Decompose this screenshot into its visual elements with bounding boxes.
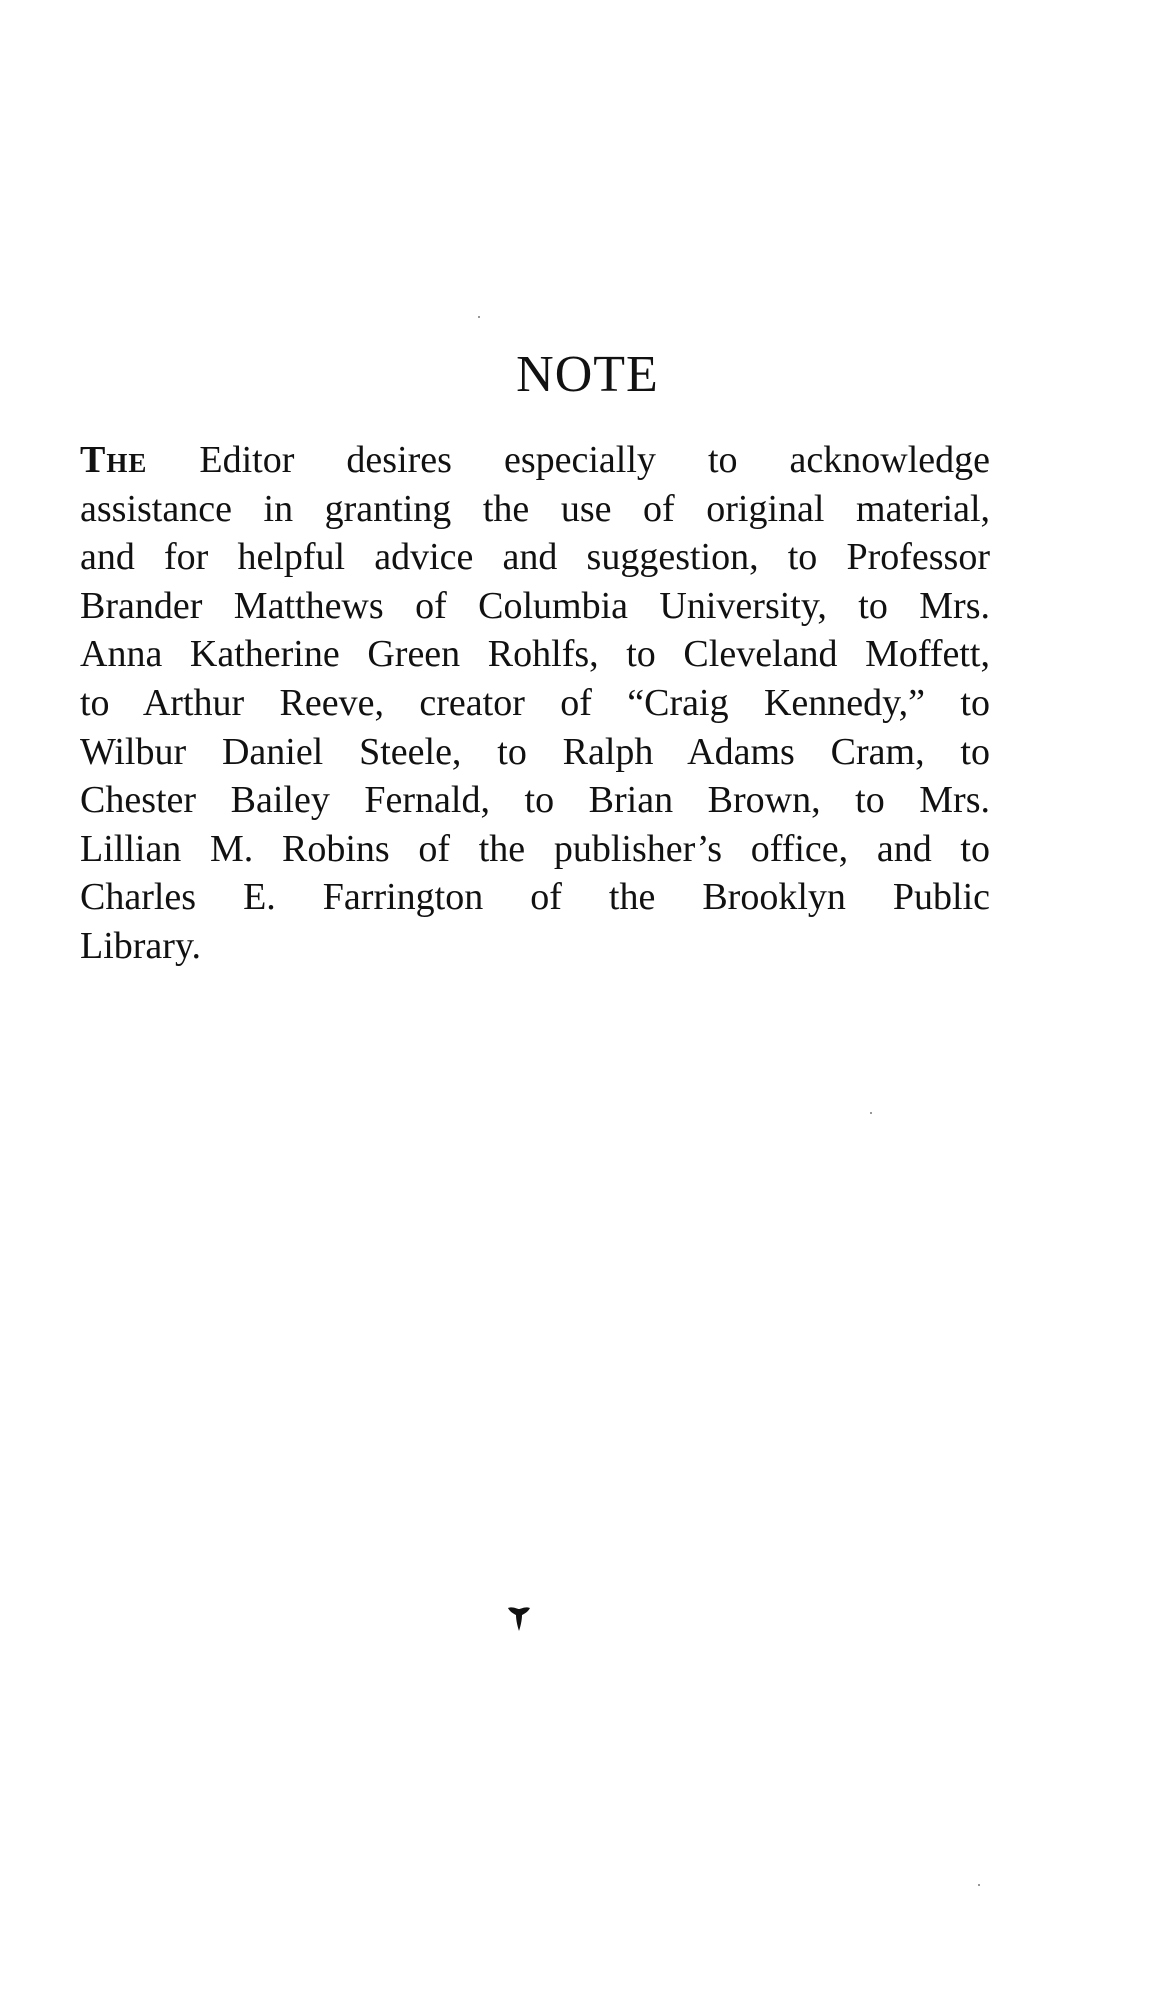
page-title: NOTE [516,346,659,403]
note-line: Brander Matthews of Columbia University, to Mrs. [80,584,990,627]
note-line: assistance in granting the use of original material, [80,487,990,530]
note-line: to Arthur Reeve, creator of “Craig Kennedy,” to [80,681,990,724]
note-line: Wilbur Daniel Steele, to Ralph Adams Cram, to [80,730,990,773]
note-line [80,436,990,485]
note-line: Lillian M. Robins of the publisher’s office, and to [80,827,990,870]
paper-speck [978,1884,980,1886]
note-line: and for helpful advice and suggestion, to Professor [80,536,990,579]
note-line: Anna Katherine Green Rohlfs, to Cleveland Moffett, [80,633,990,676]
note-line-text: Editor desires especially to acknowledge [199,439,991,481]
lead-word: The [80,439,148,481]
paper-speck [870,1112,872,1114]
note-paragraph [80,436,990,971]
fleuron-icon [507,1606,531,1632]
note-line: Charles E. Farrington of the Brooklyn Public [80,876,990,919]
note-line: Library. [80,924,201,967]
paper-speck [478,316,480,318]
note-line: Chester Bailey Fernald, to Brian Brown, to Mrs. [80,779,990,822]
